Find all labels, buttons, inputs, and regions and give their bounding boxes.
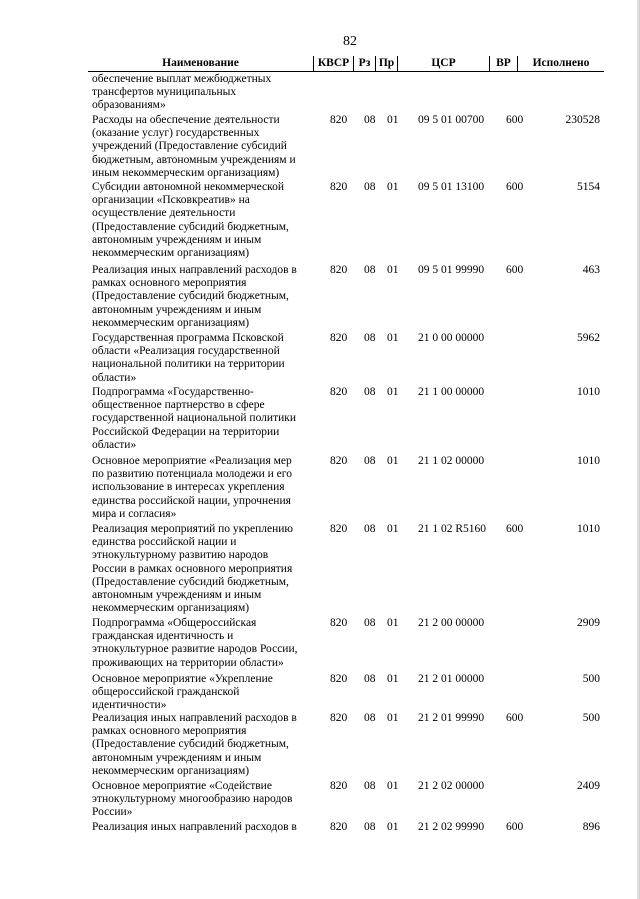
page-number: 82 (343, 34, 357, 49)
row-isp: 2409 (577, 780, 600, 792)
row-isp: 1010 (577, 386, 600, 398)
header-rz: Рз (354, 56, 376, 71)
row-vr: 600 (506, 821, 524, 833)
row-name: Реализация иных направлений расходов в рамках основного мероприятия (Предоставление субсидий бюджетным, автономным учреждениям и иным некоммерческим организациям) (92, 712, 297, 777)
row-kvsr: 820 (330, 617, 348, 629)
row-isp: 230528 (565, 114, 600, 126)
row-isp: 1010 (577, 455, 600, 467)
row-pr: 01 (387, 264, 399, 276)
row-isp: 463 (582, 264, 600, 276)
row-name: Подпрограмма «Государственно- общественное партнерство в сфере государственной национальной политики Российской Федерации на территории области» (92, 386, 296, 451)
row-rz: 08 (364, 617, 376, 629)
row-kvsr: 820 (330, 673, 348, 685)
row-isp: 1010 (577, 523, 600, 535)
row-name: Подпрограмма «Общероссийская гражданская идентичность и этнокультурное развитие народов России, проживающих на территории области» (92, 617, 298, 669)
row-isp: 2909 (577, 617, 600, 629)
row-csr: 21 2 01 99990 (418, 712, 485, 724)
lead-text: обеспечение выплат межбюджетных трансфертов муниципальных образованиям» (92, 73, 272, 112)
row-name: Основное мероприятие «Реализация мер по развитию потенциала молодежи и его использование в интересах укрепления единства российской нации, упрочнения мира и согласия» (92, 455, 292, 520)
row-pr: 01 (387, 821, 399, 833)
header-isp: Исполнено (532, 57, 590, 69)
row-pr: 01 (387, 386, 399, 398)
row-kvsr: 820 (330, 332, 348, 344)
row-kvsr: 820 (330, 523, 348, 535)
row-pr: 01 (387, 181, 399, 193)
row-name: Реализация мероприятий по укреплению единства российской нации и этнокультурному развитию народов России в рамках основного мероприятия (Предоставление субсидий бюджетным, автономным учреждениям и иным некоммерческим организациям) (92, 523, 294, 615)
row-name: Основное мероприятие «Содействие этнокультурному многообразию народов России» (92, 780, 293, 819)
row-isp: 5154 (577, 181, 600, 193)
row-csr: 09 5 01 13100 (418, 181, 485, 193)
row-vr: 600 (506, 523, 524, 535)
row-csr: 21 0 00 00000 (418, 332, 485, 344)
row-vr: 600 (506, 264, 524, 276)
row-csr: 09 5 01 00700 (418, 114, 485, 126)
row-name: Государственная программа Псковской области «Реализация государственной национальной политики на территории области» (92, 332, 285, 384)
row-pr: 01 (387, 523, 399, 535)
row-vr: 600 (506, 114, 524, 126)
row-rz: 08 (364, 780, 376, 792)
row-csr: 21 1 00 00000 (418, 386, 485, 398)
header-pr: Пр (376, 56, 398, 71)
row-csr: 09 5 01 99990 (418, 264, 485, 276)
header-name: Наименование (88, 56, 314, 71)
row-kvsr: 820 (330, 181, 348, 193)
row-csr: 21 1 02 00000 (418, 455, 485, 467)
row-rz: 08 (364, 821, 376, 833)
row-kvsr: 820 (330, 114, 348, 126)
row-csr: 21 2 02 99990 (418, 821, 485, 833)
row-pr: 01 (387, 780, 399, 792)
row-rz: 08 (364, 181, 376, 193)
row-pr: 01 (387, 617, 399, 629)
row-rz: 08 (364, 332, 376, 344)
row-kvsr: 820 (330, 386, 348, 398)
row-isp: 500 (582, 673, 600, 685)
row-csr: 21 2 01 00000 (418, 673, 485, 685)
row-vr: 600 (506, 712, 524, 724)
header-csr: ЦСР (398, 56, 490, 71)
row-vr: 600 (506, 181, 524, 193)
row-csr: 21 1 02 R5160 (418, 523, 487, 535)
row-name: Основное мероприятие «Укрепление общероссийской гражданской идентичности» (92, 673, 273, 712)
row-name: Расходы на обеспечение деятельности (оказание услуг) государственных учреждений (Предоставление субсидий бюджетным, автономным учреждениям и иным некоммерческим организациям) (92, 114, 296, 179)
row-rz: 08 (364, 673, 376, 685)
row-kvsr: 820 (330, 712, 348, 724)
row-pr: 01 (387, 673, 399, 685)
row-isp: 896 (582, 821, 600, 833)
row-kvsr: 820 (330, 264, 348, 276)
row-isp: 5962 (577, 332, 600, 344)
row-pr: 01 (387, 114, 399, 126)
row-pr: 01 (387, 712, 399, 724)
row-isp: 500 (582, 712, 600, 724)
row-kvsr: 820 (330, 455, 348, 467)
table-header (88, 56, 604, 72)
row-name: Реализация иных направлений расходов в (92, 821, 297, 833)
row-pr: 01 (387, 455, 399, 467)
row-csr: 21 2 00 00000 (418, 617, 485, 629)
row-name: Субсидии автономной некоммерческой организации «Псковкреатив» на осуществление деятельности (Предоставление субсидий бюджетным, автономным учреждениям и иным некоммерческим организациям) (92, 181, 289, 260)
row-rz: 08 (364, 264, 376, 276)
row-csr: 21 2 02 00000 (418, 780, 485, 792)
row-rz: 08 (364, 455, 376, 467)
row-pr: 01 (387, 332, 399, 344)
header-kvsr: КВСР (314, 56, 354, 71)
row-kvsr: 820 (330, 821, 348, 833)
row-rz: 08 (364, 386, 376, 398)
row-name: Реализация иных направлений расходов в рамках основного мероприятия (Предоставление субсидий бюджетным, автономным учреждениям и иным некоммерческим организациям) (92, 264, 297, 329)
row-kvsr: 820 (330, 780, 348, 792)
row-rz: 08 (364, 523, 376, 535)
header-vr: ВР (490, 56, 518, 71)
row-rz: 08 (364, 712, 376, 724)
row-rz: 08 (364, 114, 376, 126)
